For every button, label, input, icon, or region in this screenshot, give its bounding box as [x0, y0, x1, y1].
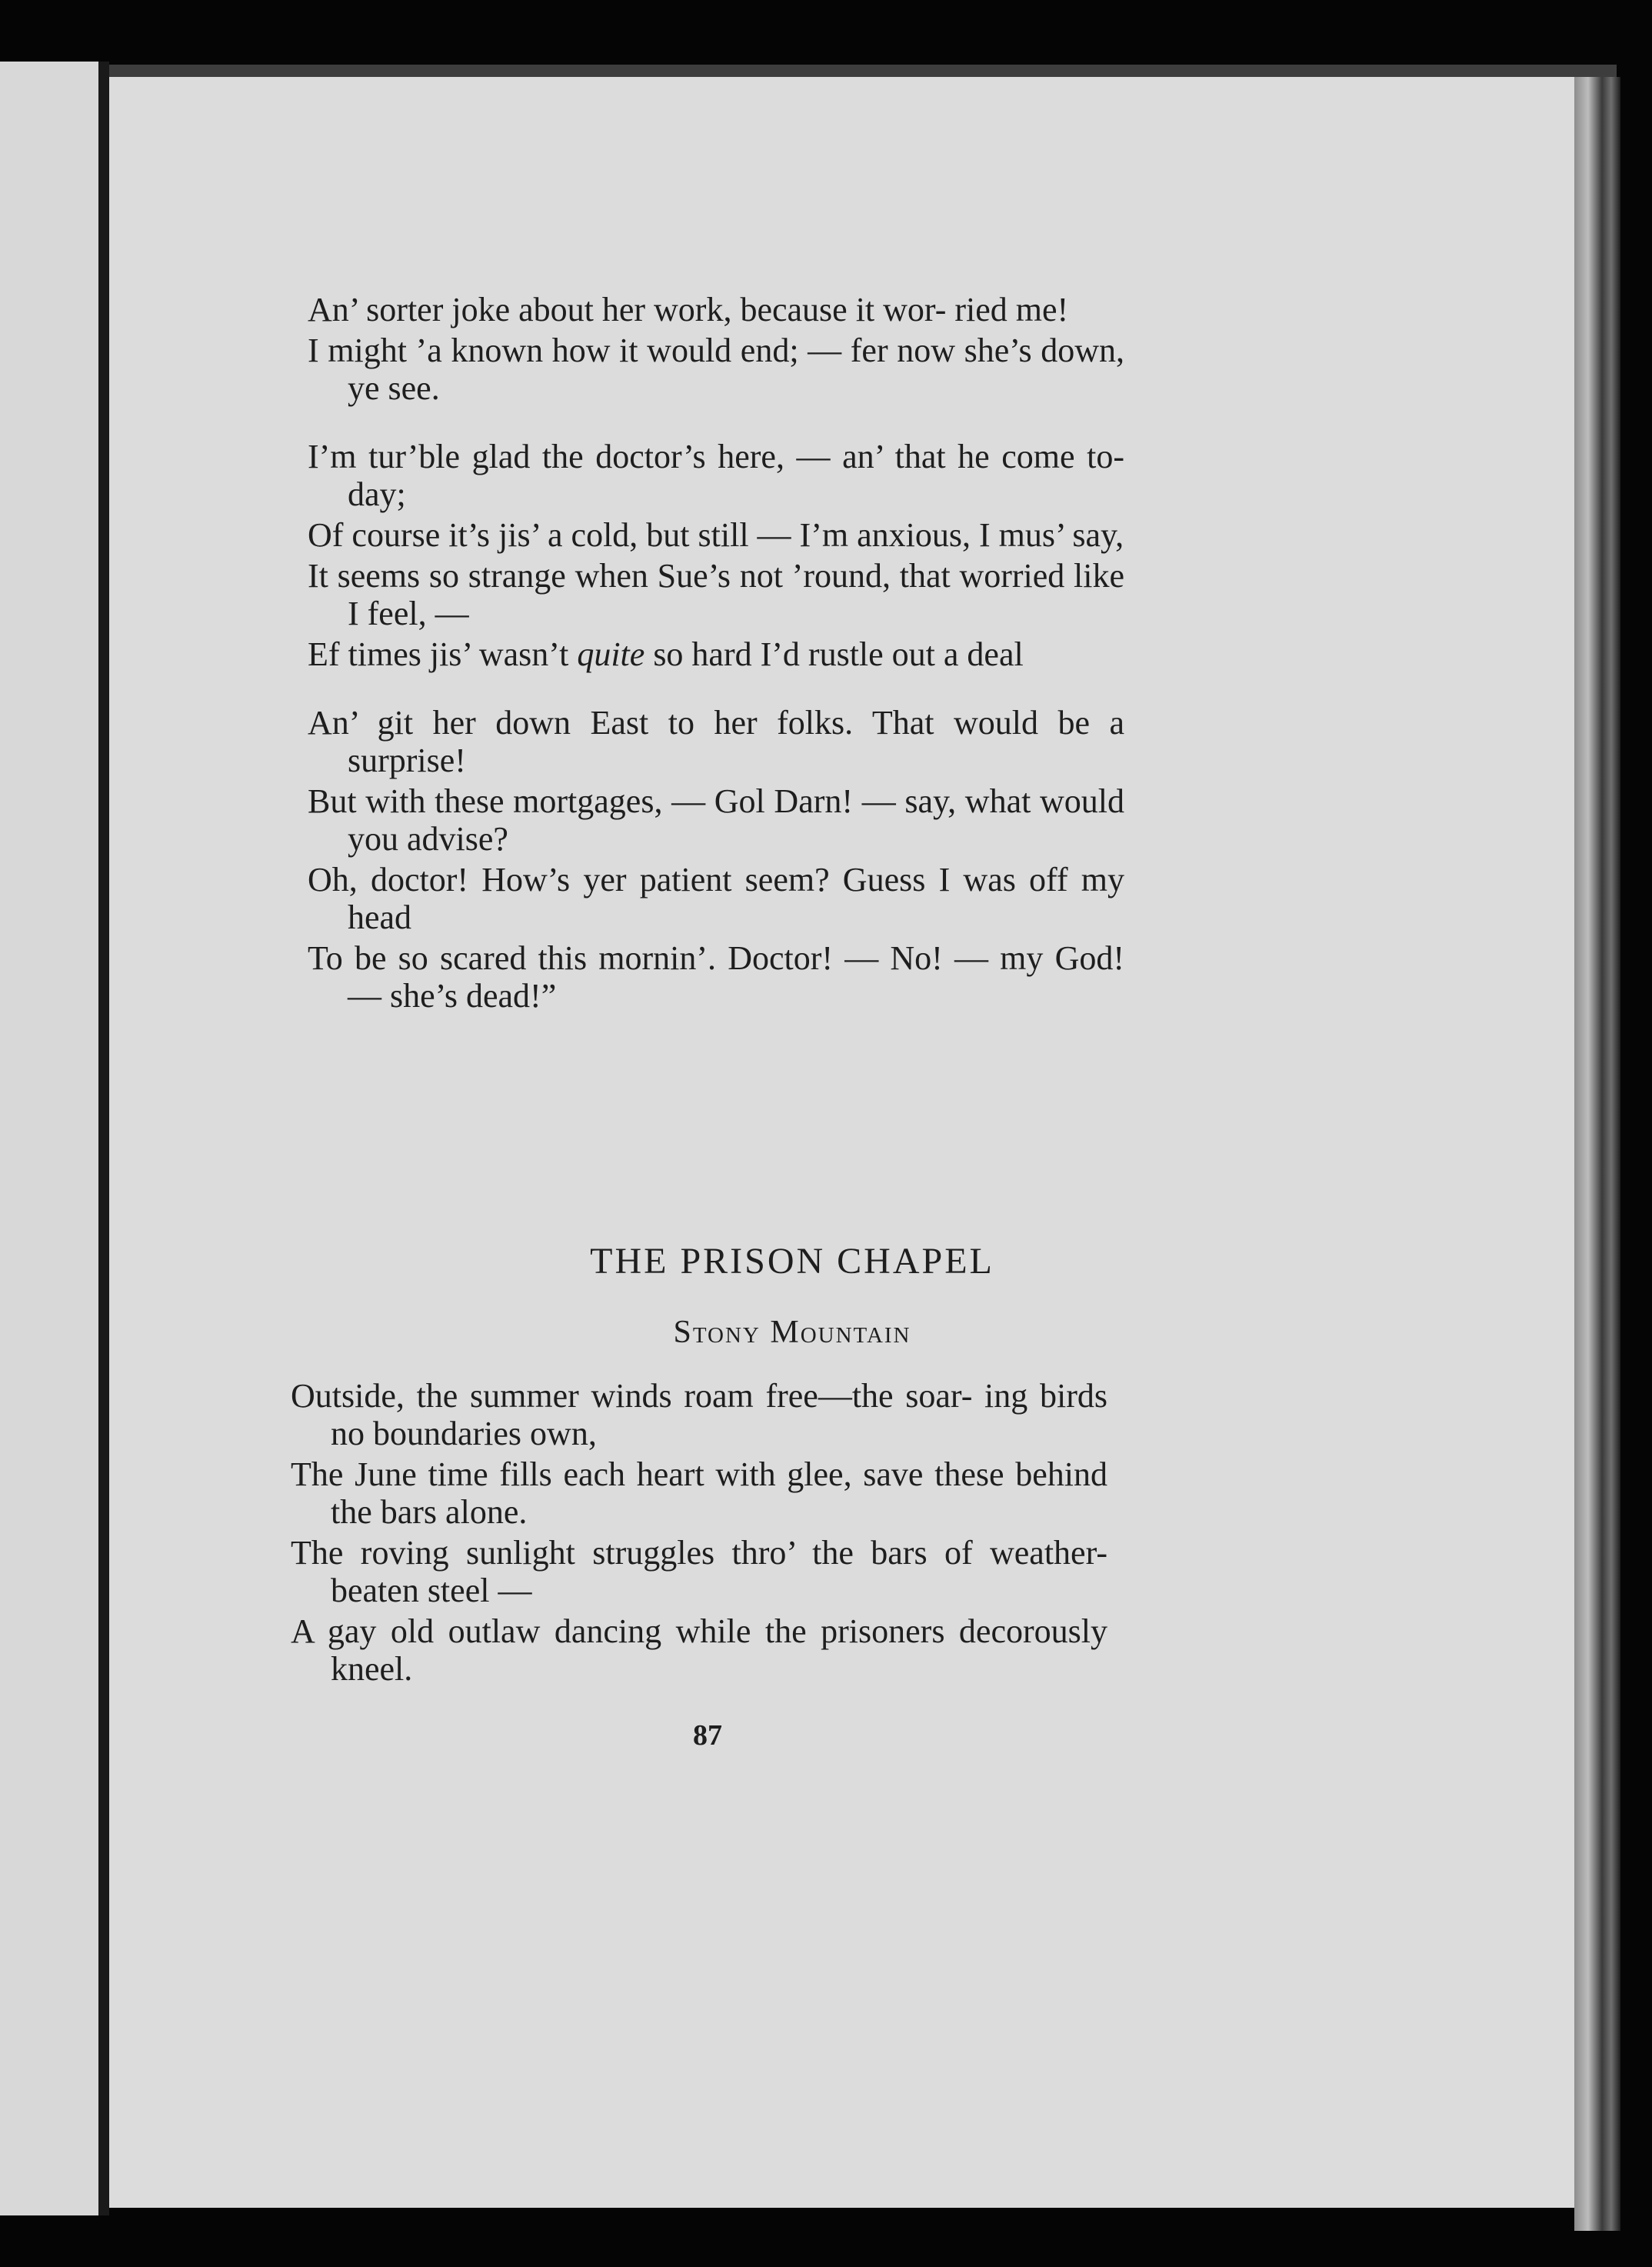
verse-line: An’ git her down East to her folks. That would be a surprise!: [308, 704, 1124, 779]
italic-word: quite: [577, 635, 645, 673]
stanza-2: [308, 438, 1124, 673]
verse-text: so hard I’d rustle out a deal: [644, 635, 1024, 673]
poem-subtitle: Stony Mountain: [673, 1315, 911, 1350]
verse-line: The roving sunlight struggles thro’ the bars of weather-beaten steel —: [291, 1534, 1107, 1609]
verse-line: An’ sorter joke about her work, because it wor- ried me!: [308, 291, 1069, 328]
prison-chapel-poem: [291, 1377, 1107, 1688]
verse-text: Ef times jis’ wasn’t: [308, 635, 578, 673]
facing-page-edge: [0, 62, 105, 2215]
verse-line: Of course it’s jis’ a cold, but still — I’m anxious, I mus’ say,: [308, 516, 1124, 554]
poem-continuation: [308, 291, 1124, 1015]
poem-title: THE PRISON CHAPEL: [590, 1241, 994, 1282]
verse-line: A gay old outlaw dancing while the prisoners decorously kneel.: [291, 1612, 1107, 1688]
verse-line: I might ’a known how it would end; — fer now she’s down, ye see.: [308, 332, 1124, 407]
verse-line: The June time fills each heart with glee, save these behind the bars alone.: [291, 1455, 1107, 1531]
verse-line-with-italic: [308, 635, 1124, 673]
verse-line: Oh, doctor! How’s yer patient seem? Guess I was off my head: [308, 861, 1124, 936]
page-stack-edge: [1574, 77, 1620, 2231]
stanza-3: [308, 704, 1124, 1015]
verse-line: To be so scared this mornin’. Doctor! — No! — my God! — she’s dead!”: [308, 939, 1124, 1015]
verse-line: Outside, the summer winds roam free—the soar- ing birds no boundaries own,: [291, 1377, 1107, 1452]
page-number: 87: [693, 1719, 722, 1752]
stanza-1: [308, 291, 1124, 407]
book-gutter: [98, 62, 109, 2215]
verse-line: It seems so strange when Sue’s not ’round, that worried like I feel, —: [308, 557, 1124, 632]
verse-line: But with these mortgages, — Gol Darn! — say, what would you advise?: [308, 782, 1124, 858]
verse-line: I’m tur’ble glad the doctor’s here, — an’ that he come to-day;: [308, 438, 1124, 513]
stanza: [291, 1377, 1107, 1688]
